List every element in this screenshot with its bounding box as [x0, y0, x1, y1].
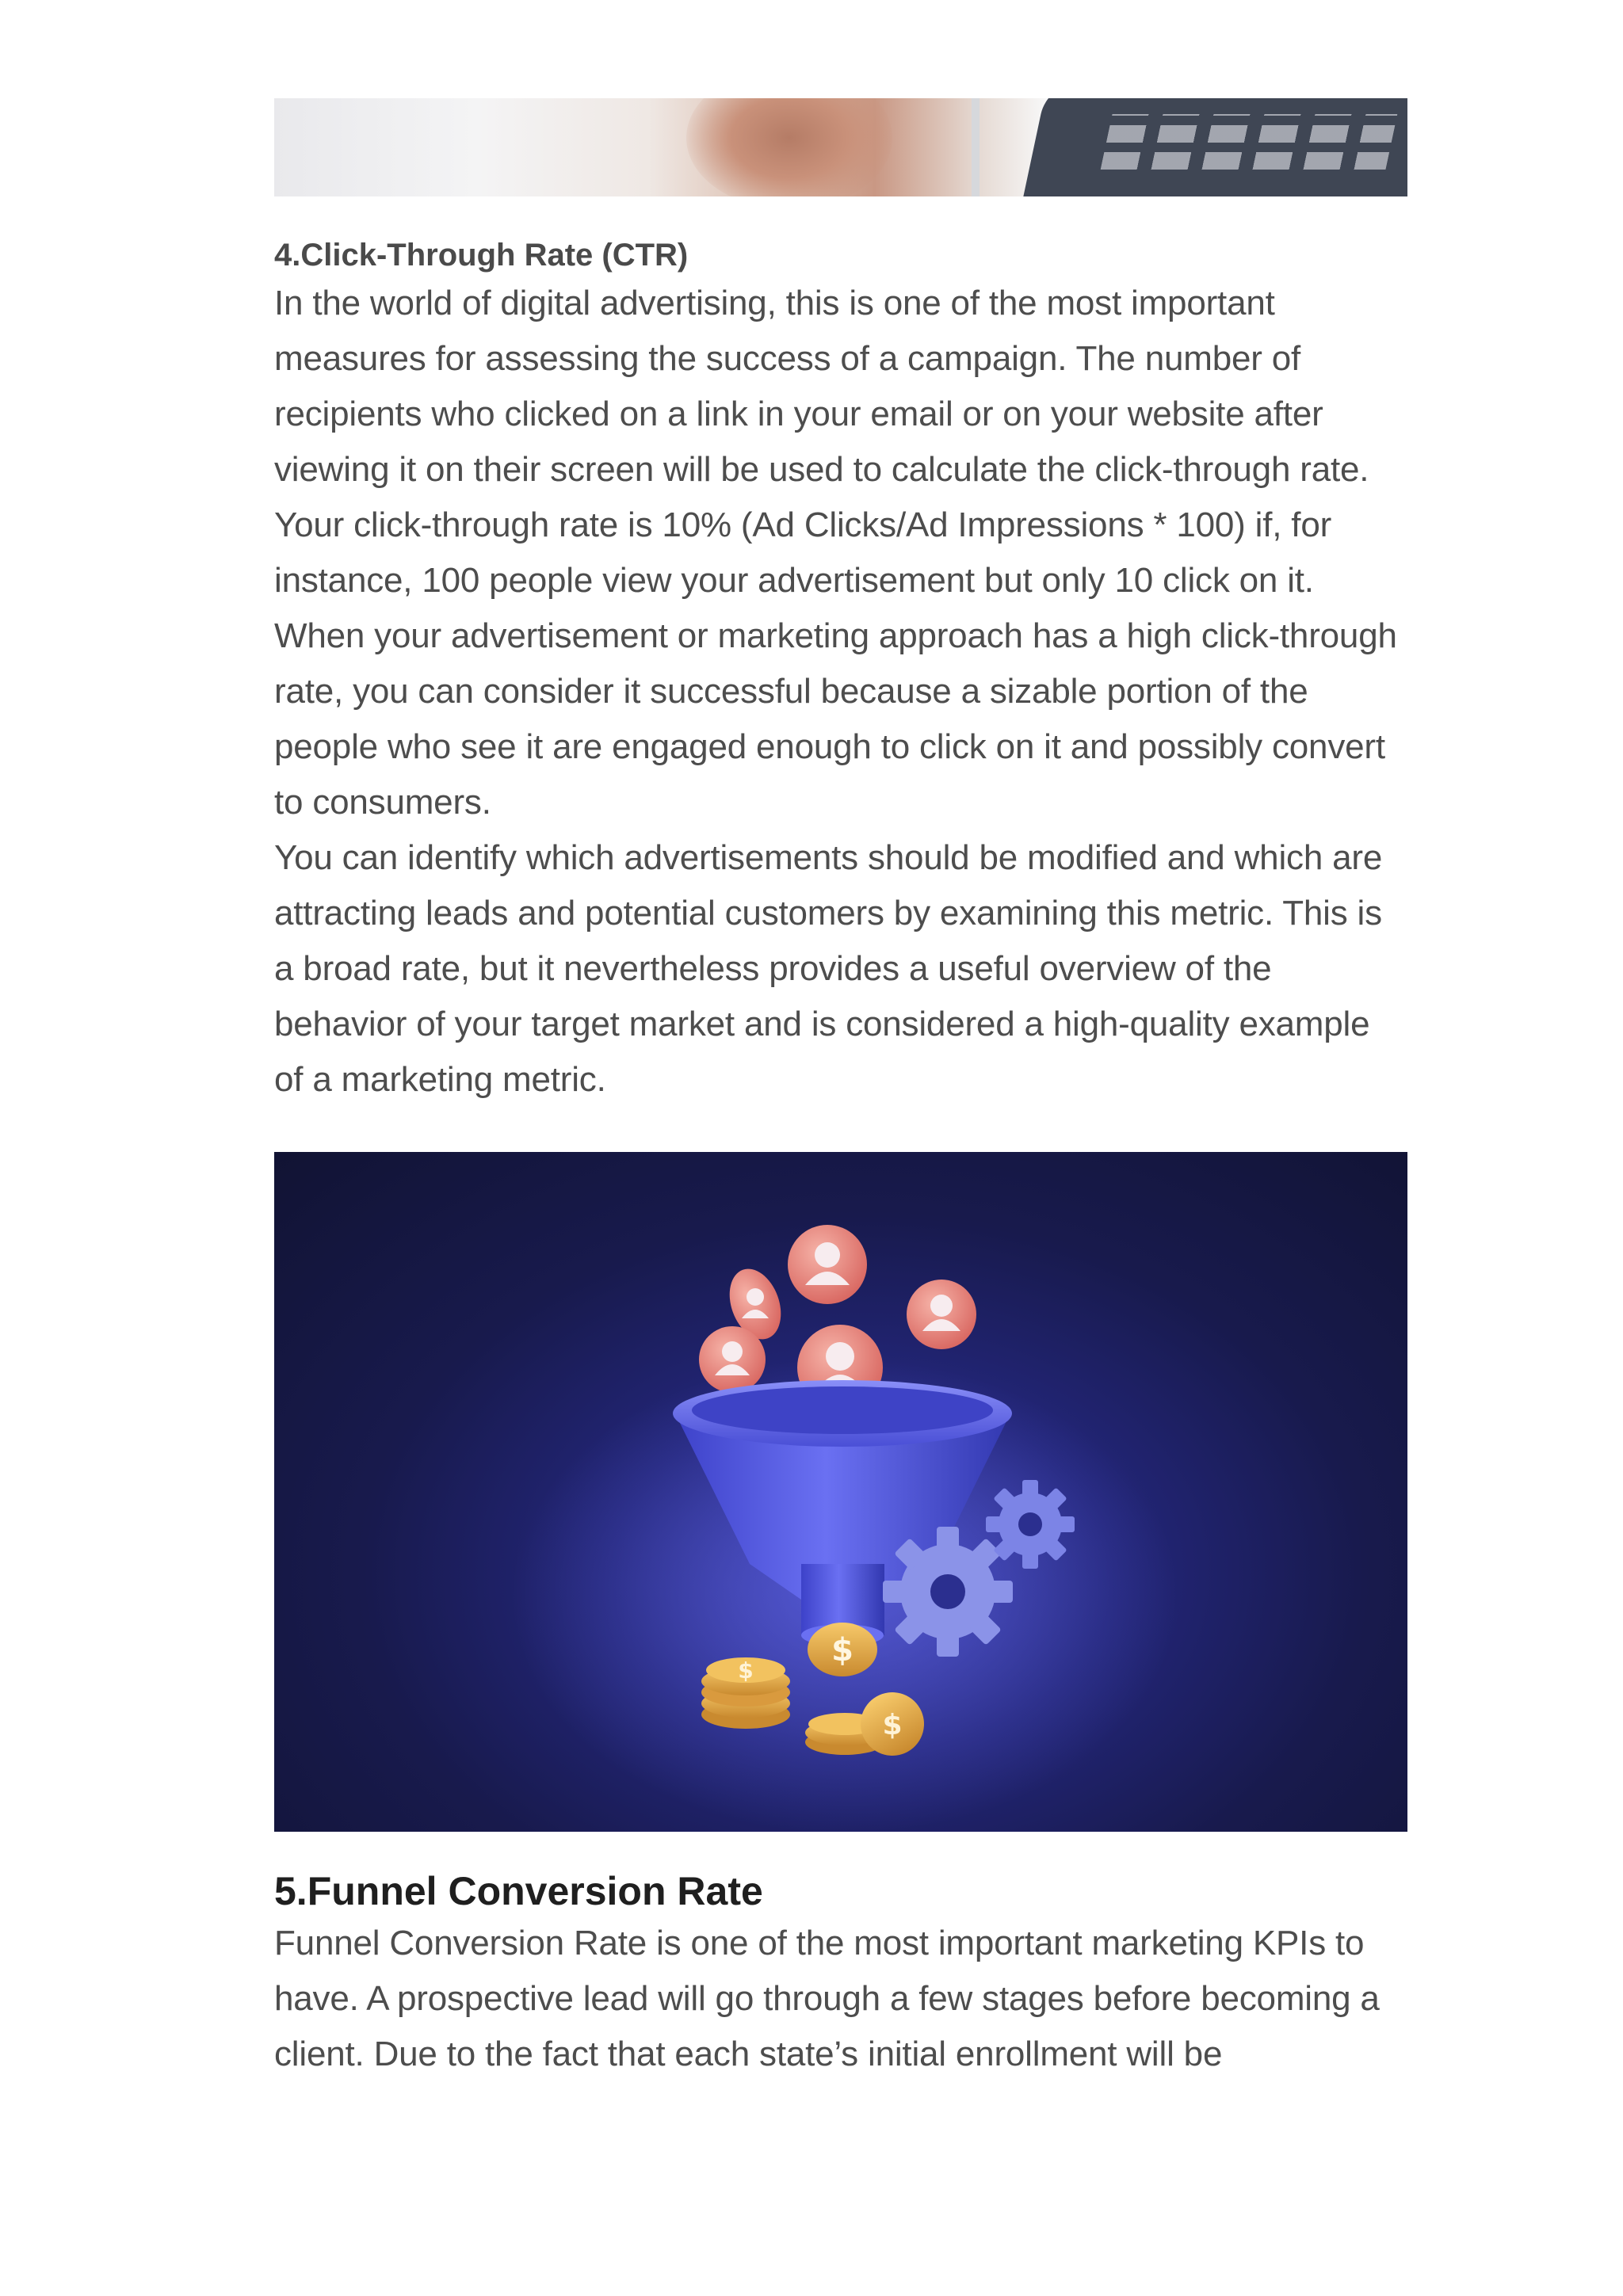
section-4-paragraph-2: When your advertisement or marketing approach has a high click-through rate, you can consider it successful because a sizable portion of the people who see it are engaged enough to click on it and possibly convert to consumers. [274, 616, 1397, 822]
keyboard-device [1022, 98, 1407, 196]
article [274, 98, 1407, 2082]
screen-edge [972, 98, 980, 196]
coin-stack-icon [701, 1657, 790, 1729]
top-photo [274, 98, 1407, 196]
hand-shape [686, 98, 892, 196]
section-5-paragraph-1: Funnel Conversion Rate is one of the most important marketing KPIs to have. A prospective lead will go through a few stages before becoming a client. Due to the fact that each state’s initial enrollment will be [274, 1924, 1380, 2073]
keyboard-keys [1101, 114, 1398, 170]
svg-text:$: $ [738, 1657, 754, 1684]
gear-icon [883, 1527, 1013, 1657]
svg-text:$: $ [882, 1709, 903, 1741]
svg-text:$: $ [831, 1632, 854, 1669]
funnel-icon [274, 1152, 1407, 1832]
section-4-heading: 4.Click-Through Rate (CTR) [274, 238, 689, 273]
small-gear-icon [986, 1480, 1075, 1569]
funnel-illustration [274, 1152, 1407, 1832]
section-5-heading: 5.Funnel Conversion Rate [274, 1869, 763, 1913]
section-4-paragraph-3: You can identify which advertisements should be modified and which are attracting leads and potential customers by examining this metric. This is a broad rate, but it nevertheless provides a useful overview of the behavior of your target market and is considered a high-quality example of a marketing metric. [274, 838, 1383, 1099]
section-4-paragraph-1: In the world of digital advertising, this is one of the most important measures for assessing the success of a campaign. The number of recipients who clicked on a link in your email or on your website after viewing it on their screen will be used to calculate the click-through rate. Your click-through rate is 10% (Ad Clicks/Ad Impressions * 100) if, for instance, 100 people view your advertisement but only 10 click on it. [274, 284, 1369, 600]
